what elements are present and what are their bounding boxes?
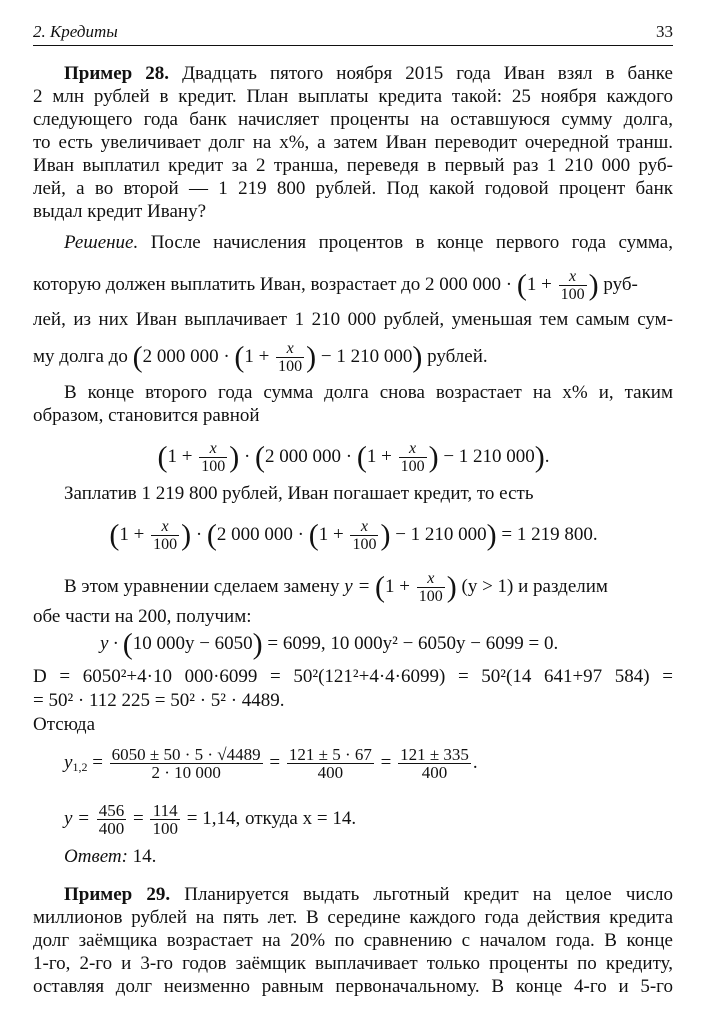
substitution-tail: (y > 1) и разделим	[461, 575, 608, 597]
equals-sign: =	[380, 751, 392, 773]
running-head	[33, 22, 673, 46]
denominator: 400	[317, 763, 344, 782]
example28-line-1	[64, 63, 673, 85]
numerator: 6050 ± 50 · 5 · √4489	[111, 745, 261, 764]
one-plus: 1 +	[526, 273, 552, 295]
example29-line-4: 1-го, 2-го и 3-го годов заёмщик выплачивает только проценты по кредиту,	[33, 953, 673, 974]
paren-open: (	[206, 518, 217, 552]
one-plus: 1 +	[366, 445, 392, 467]
y-fraction-1	[97, 802, 127, 837]
numerator: 456	[98, 801, 125, 820]
period: .	[544, 445, 550, 467]
paren-close: )	[588, 268, 599, 302]
solution-line4-tail: рублей.	[427, 345, 488, 367]
equals-sign: =	[92, 751, 103, 773]
paren-open: (	[132, 340, 143, 374]
substitution-text: В этом уравнении сделаем замену	[64, 575, 340, 597]
two-million: 2 000 000 ·	[265, 445, 353, 467]
equation-quadratic	[100, 627, 559, 661]
roots-fraction-1	[110, 746, 263, 781]
solution-line4-text: му долга до	[33, 345, 128, 367]
paren-close: )	[306, 340, 317, 374]
solution-para4-line-1	[64, 570, 608, 605]
numerator: x	[559, 268, 587, 286]
example28-label: Пример 28.	[64, 63, 170, 84]
answer-line	[64, 846, 673, 868]
solution-para4-line-2: обе части на 200, получим:	[33, 606, 252, 627]
denominator: 100	[152, 819, 178, 838]
y-dot: y ·	[100, 633, 118, 654]
discriminant-line-1: D = 6050²+4·10 000·6099 = 50²(121²+4·4·6099) = 50²(14 641+97 584) =	[33, 666, 673, 687]
denominator: 2 · 10 000	[151, 763, 221, 782]
paren-close: )	[380, 518, 391, 552]
fraction-x-100	[151, 518, 179, 553]
equals-sign: =	[133, 807, 144, 829]
paren-close: )	[181, 518, 192, 552]
fraction-x-100	[350, 518, 378, 553]
answer-label: Ответ:	[64, 846, 128, 867]
example29-line-3: долг заёмщика возрастает на 20% по сравнению с началом года. В конце	[33, 930, 673, 951]
equation-result: = 1 219 800.	[501, 523, 598, 545]
two-million: 2 000 000 ·	[216, 523, 304, 545]
example28-line-2: 2 млн рублей в кредит. План выплаты кредита такой: 25 ноября каждого	[33, 86, 673, 107]
paren-open: (	[109, 518, 120, 552]
header-rule	[33, 45, 673, 46]
numerator: x	[417, 570, 445, 588]
numerator: x	[151, 518, 179, 536]
roots-fraction-2	[287, 746, 374, 781]
chapter-title: 2. Кредиты	[33, 22, 118, 41]
period: .	[472, 751, 478, 773]
denominator: 100	[153, 536, 178, 553]
solution-para2-line-1: В конце второго года сумма долга снова возрастает на x% и, таким	[64, 382, 673, 403]
paren-open: (	[356, 440, 367, 474]
equation-payoff: (1 + $\frac{x}{100}$ ) · (2 000 000 · (1 + $\frac{x}{100}$ ) − 1 210 000) = 1 219 800.	[109, 518, 598, 553]
one-plus: 1 +	[167, 445, 193, 467]
y-symbol: y	[64, 751, 73, 773]
fraction-x-100	[199, 440, 227, 475]
y-equals: y =	[344, 575, 371, 597]
equation-second-year: (1 + $\frac{x}{100}$ ) · (2 000 000 · (1 + $\frac{x}{100}$ ) − 1 210 000).	[157, 440, 550, 475]
paren-close: )	[412, 340, 423, 374]
paren-open: (	[255, 440, 266, 474]
denominator: 100	[418, 588, 443, 605]
solution-text: После начисления процентов в конце первого года сумма,	[138, 232, 673, 253]
numerator: x	[199, 440, 227, 458]
equation-y-value	[64, 802, 356, 837]
numerator: 121 ± 335	[400, 745, 469, 764]
solution-line2-tail: руб-	[603, 273, 638, 295]
paren-close: )	[486, 518, 497, 552]
paren-open: (	[122, 627, 133, 661]
answer-value: 14.	[127, 846, 157, 867]
discriminant-line-2: = 50² · 112 225 = 50² · 5² · 4489.	[33, 690, 285, 711]
page-number: 33	[656, 22, 673, 41]
denominator: 400	[421, 763, 448, 782]
denominator: 100	[201, 458, 226, 475]
example28-line-4: то есть увеличивает долг на x%, а затем Иван переводит очередной транш.	[33, 132, 673, 153]
equals-sign: =	[269, 751, 281, 773]
solution-line-3: лей, из них Иван выплачивает 1 210 000 рублей, уменьшая тем самым сум-	[33, 309, 673, 330]
quadratic-tail: = 6099, 10 000y² − 6050y − 6099 = 0.	[267, 633, 559, 654]
solution-line-2	[33, 268, 638, 303]
example28-line-5: Иван выплатил кредит за 2 транша, переведя в первый раз 1 210 000 руб-	[33, 155, 673, 176]
example29-label: Пример 29.	[64, 884, 171, 905]
minus-term: − 1 210 000	[320, 345, 413, 367]
example29-text: Планируется выдать льготный кредит на целое число	[170, 884, 673, 905]
one-plus: 1 +	[318, 523, 344, 545]
example28-line-3: следующего года банк начисляет проценты на оставшуюся сумму долга,	[33, 109, 673, 130]
denominator: 100	[352, 536, 377, 553]
two-million: 2 000 000 ·	[142, 345, 230, 367]
paren-close: )	[252, 627, 263, 661]
paren-open: (	[516, 268, 527, 302]
example28-line-7: выдал кредит Ивану?	[33, 201, 207, 222]
paren-close: )	[446, 570, 457, 604]
solution-label: Решение.	[64, 232, 139, 253]
denominator: 100	[560, 286, 585, 303]
denominator: 400	[98, 819, 125, 838]
paren-close: )	[534, 440, 545, 474]
numerator: x	[276, 340, 304, 358]
paren-open: (	[157, 440, 168, 474]
y-fraction-2	[150, 802, 180, 837]
solution-para2-line-2: образом, становится равной	[33, 405, 260, 426]
y-subscript: 1,2	[72, 759, 88, 774]
numerator: 114	[150, 802, 180, 820]
minus-term: − 1 210 000	[443, 445, 535, 467]
paren-open: (	[308, 518, 319, 552]
example29-line-1	[64, 884, 673, 906]
solution-para3-line-1: Заплатив 1 219 800 рублей, Иван погашает кредит, то есть	[64, 483, 534, 504]
fraction-x-100	[399, 440, 427, 475]
numerator: 121 ± 5 · 67	[288, 745, 372, 764]
solution-line2-text: которую должен выплатить Иван, возрастает до 2 000 000 ·	[33, 273, 513, 295]
solution-line-1	[64, 232, 673, 254]
fraction-x-100	[276, 340, 304, 375]
hence-label: Отсюда	[33, 714, 96, 735]
denominator: 100	[400, 458, 425, 475]
paren-open: (	[234, 340, 245, 374]
paren-open: (	[375, 570, 386, 604]
numerator: x	[350, 518, 378, 536]
example28-line-6: лей, а во второй — 1 219 800 рублей. Под какой годовой процент банк	[33, 178, 673, 199]
fraction-x-100	[417, 570, 445, 605]
minus-term: − 1 210 000	[395, 523, 487, 545]
fraction-x-100	[559, 268, 587, 303]
denominator: 100	[278, 358, 303, 375]
paren-close: )	[428, 440, 439, 474]
one-plus: 1 +	[385, 575, 411, 597]
roots-fraction-3	[398, 746, 471, 781]
example29-line-2: миллионов рублей на пять лет. В середине каждого года действия кредита	[33, 907, 673, 928]
y-equals: y =	[64, 807, 91, 829]
one-plus: 1 +	[119, 523, 145, 545]
inner-term: 10 000y − 6050	[132, 633, 253, 654]
paren-close: )	[229, 440, 240, 474]
numerator: x	[399, 440, 427, 458]
one-plus: 1 +	[244, 345, 270, 367]
example28-text: Двадцать пятого ноября 2015 года Иван взял в банке	[169, 63, 673, 84]
solution-line-4	[33, 340, 488, 375]
equation-roots	[64, 746, 478, 781]
y-value-tail: = 1,14, откуда x = 14.	[186, 807, 357, 829]
example29-line-5: оставляя долг неизменно равным первоначальному. В конце 4-го и 5-го	[33, 976, 673, 997]
